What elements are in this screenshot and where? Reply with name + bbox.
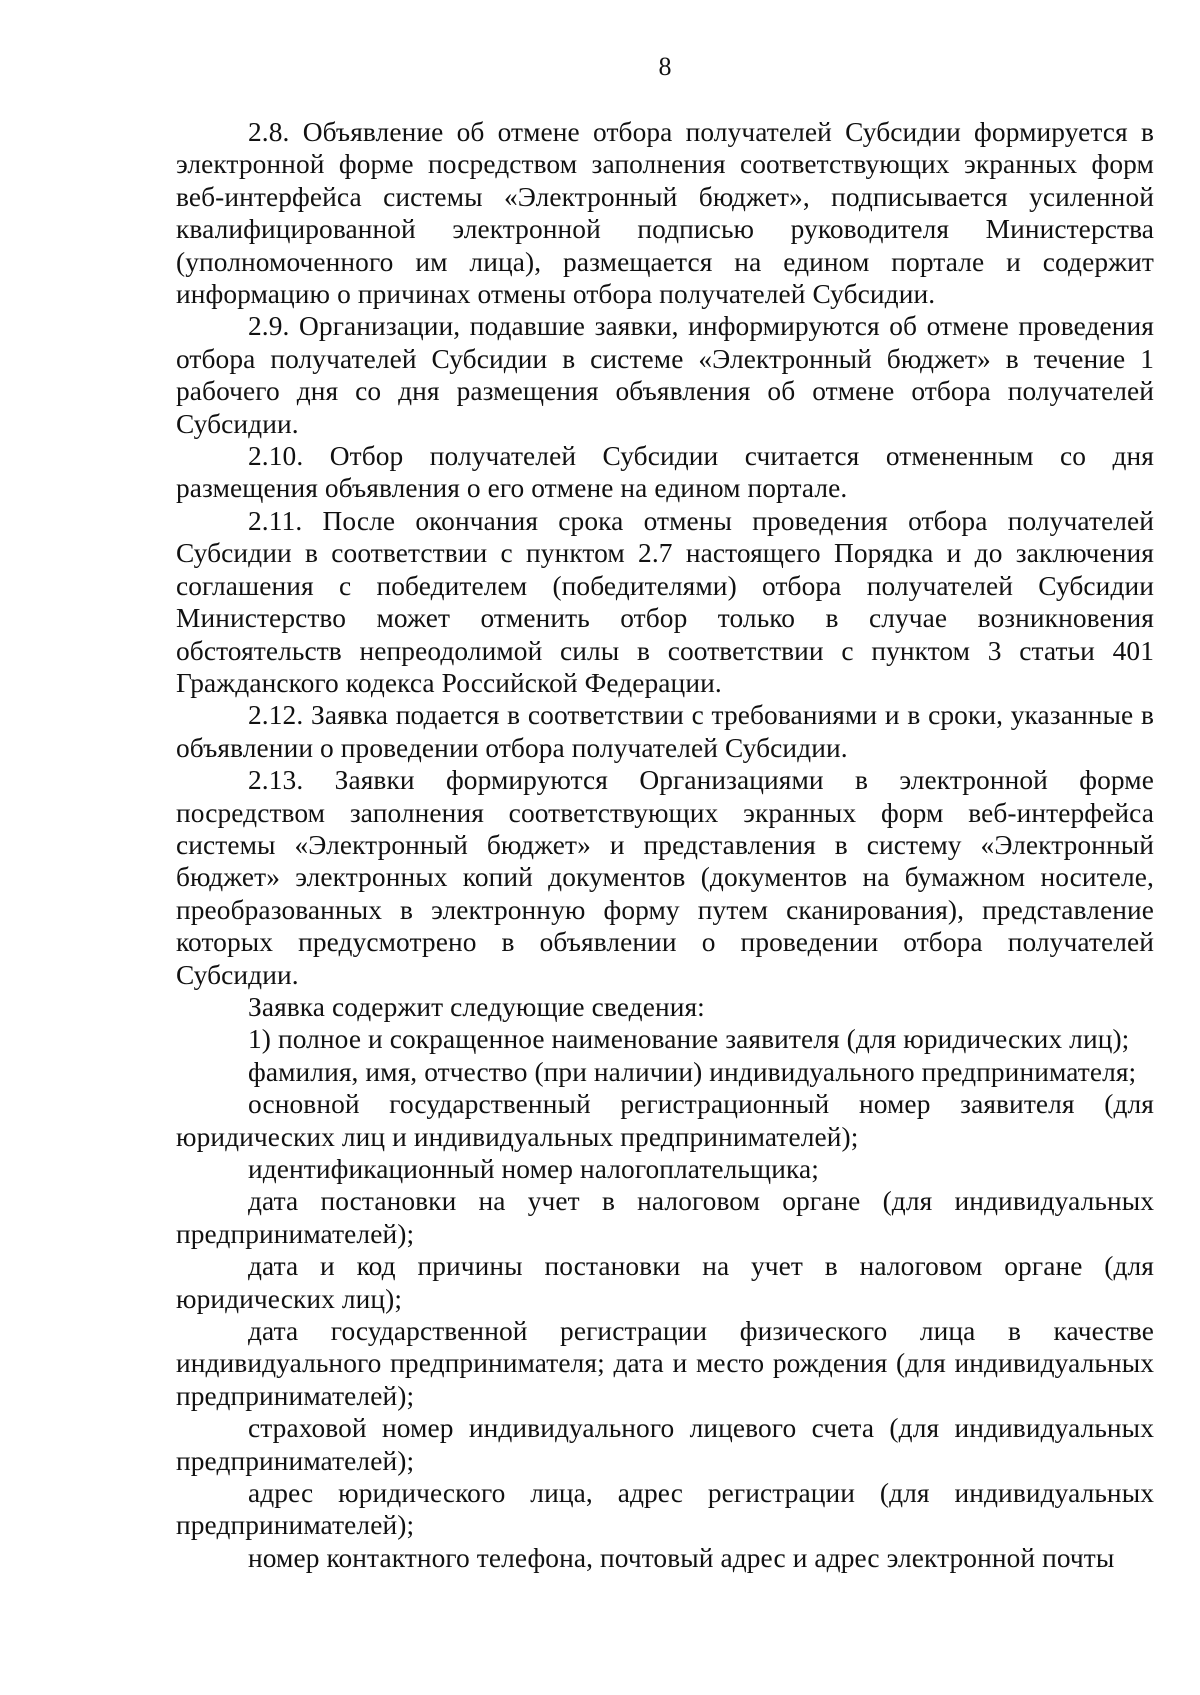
paragraph-2-8: 2.8. Объявление об отмене отбора получателей Субсидии формируется в электронной форме посредством заполнения соответствующих экранных форм веб-интерфейса системы «Электронный бюджет», подписывается усиленной квалифицированной электронной подписью руководителя Министерства (уполномоченного им лица), размещается на едином портале и содержит информацию о причинах отмены отбора получателей Субсидии.: [176, 117, 1154, 310]
application-item-ogrn: основной государственный регистрационный номер заявителя (для юридических лиц и индивидуальных предпринимателей);: [176, 1089, 1154, 1152]
paragraph-2-9: 2.9. Организации, подавшие заявки, информируются об отмене проведения отбора получателей Субсидии в системе «Электронный бюджет» в течение 1 рабочего дня со дня размещения объявления об отмене отбора получателей Субсидии.: [176, 311, 1154, 439]
document-body: [176, 116, 1154, 1574]
paragraph-2-13: 2.13. Заявки формируются Организациями в электронной форме посредством заполнения соответствующих экранных форм веб-интерфейса системы «Электронный бюджет» и представления в систему «Электронный бюджет» электронных копий документов (документов на бумажном носителе, преобразованных в электронную форму путем сканирования), представление которых предусмотрено в объявлении о проведении отбора получателей Субсидии.: [176, 765, 1154, 990]
paragraph-2-11: 2.11. После окончания срока отмены проведения отбора получателей Субсидии в соответствии с пунктом 2.7 настоящего Порядка и до заключения соглашения с победителем (победителями) отбора получателей Субсидии Министерство может отменить отбор только в случае возникновения обстоятельств непреодолимой силы в соответствии с пунктом 3 статьи 401 Гражданского кодекса Российской Федерации.: [176, 505, 1154, 698]
application-item-contacts: номер контактного телефона, почтовый адрес и адрес электронной почты: [248, 1542, 1115, 1573]
application-item-tax-date-legal: дата и код причины постановки на учет в налоговом органе (для юридических лиц);: [176, 1251, 1154, 1314]
application-item-inn: идентификационный номер налогоплательщика;: [248, 1154, 819, 1184]
application-item-registration-date: дата государственной регистрации физического лица в качестве индивидуального предпринимателя; дата и место рождения (для индивидуальных предпринимателей);: [176, 1316, 1154, 1411]
application-contents-intro: Заявка содержит следующие сведения:: [248, 991, 705, 1022]
application-item-full-name: фамилия, имя, отчество (при наличии) индивидуального предпринимателя;: [248, 1056, 1137, 1087]
application-item-tax-date-ip: дата постановки на учет в налоговом органе (для индивидуальных предпринимателей);: [176, 1186, 1154, 1249]
paragraph-2-12: 2.12. Заявка подается в соответствии с требованиями и в сроки, указанные в объявлении о проведении отбора получателей Субсидии.: [176, 700, 1154, 763]
page-number: 8: [658, 52, 672, 81]
application-item-snils: страховой номер индивидуального лицевого счета (для индивидуальных предпринимателей);: [176, 1413, 1154, 1476]
application-item-address: адрес юридического лица, адрес регистрации (для индивидуальных предпринимателей);: [176, 1478, 1154, 1541]
application-item-name: 1) полное и сокращенное наименование заявителя (для юридических лиц);: [248, 1024, 1130, 1055]
paragraph-2-10: 2.10. Отбор получателей Субсидии считается отмененным со дня размещения объявления о его отмене на едином портале.: [176, 441, 1154, 504]
